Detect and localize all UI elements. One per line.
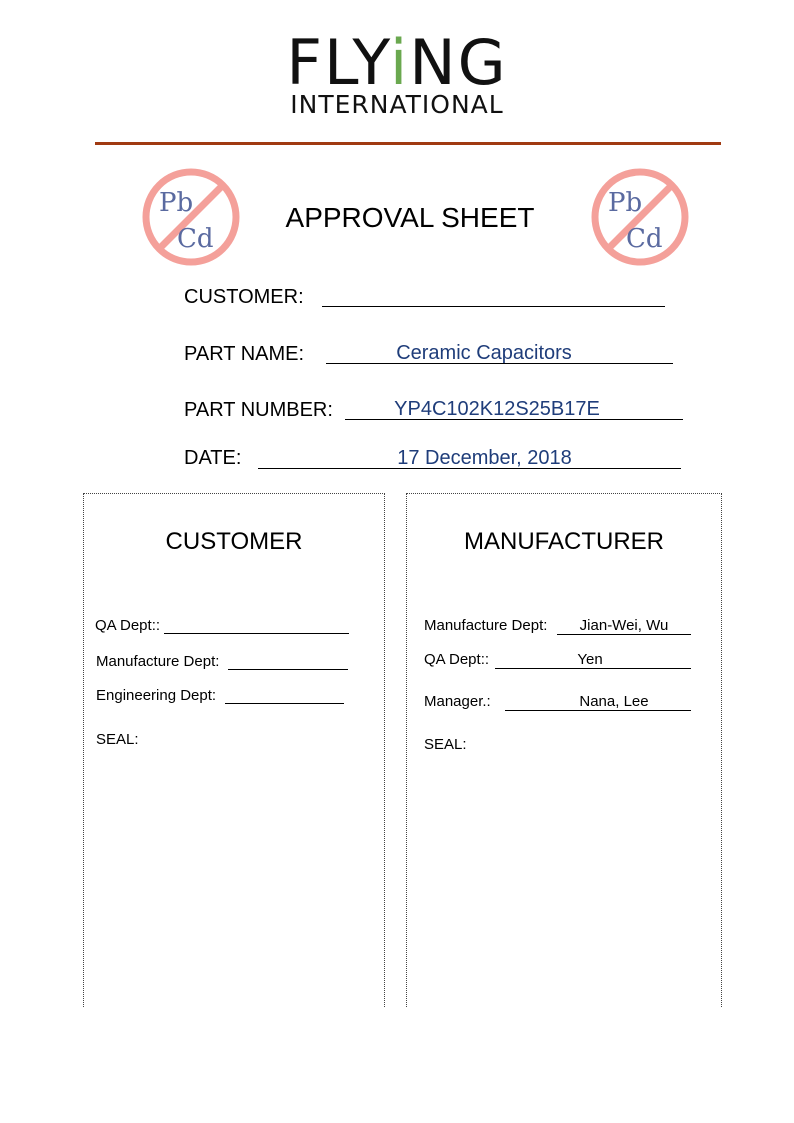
customer-qa-label: QA Dept:: — [95, 617, 161, 634]
badge-cd-text: Cd — [626, 224, 663, 254]
date-value: 17 December, 2018 — [397, 447, 572, 469]
lead-cadmium-free-icon-left — [141, 167, 241, 267]
badge-pb-text: Pb — [608, 188, 643, 218]
customer-signoff-box — [83, 493, 385, 1007]
badge-cd-text: Cd — [177, 224, 214, 254]
customer-engineering-label: Engineering Dept: — [96, 687, 217, 704]
company-logo — [0, 28, 794, 98]
customer-manufacture-label: Manufacture Dept: — [96, 653, 220, 670]
date-label: DATE: — [184, 447, 242, 469]
customer-manufacture-signature-line[interactable] — [228, 669, 348, 670]
manufacturer-qa-value: Yen — [577, 651, 603, 668]
logo-wordmark — [286, 28, 507, 98]
part-number-label: PART NUMBER: — [184, 399, 333, 421]
page-title: APPROVAL SHEET — [285, 202, 535, 233]
manufacturer-qa-label: QA Dept:: — [424, 651, 490, 668]
logo-subtitle: INTERNATIONAL — [290, 90, 504, 119]
badge-pb-text: Pb — [159, 188, 194, 218]
customer-field-label: CUSTOMER: — [184, 286, 304, 308]
part-name-label: PART NAME: — [184, 343, 305, 365]
manufacturer-manager-label: Manager.: — [424, 693, 491, 710]
customer-engineering-signature-line[interactable] — [225, 703, 344, 704]
customer-box-title: CUSTOMER — [165, 528, 303, 555]
lead-cadmium-free-icon-right — [590, 167, 690, 267]
manufacturer-seal-label: SEAL: — [424, 736, 467, 753]
part-number-value: YP4C102K12S25B17E — [394, 398, 600, 420]
logo-word-part1: FLY — [286, 26, 390, 99]
manufacturer-manager-value: Nana, Lee — [579, 693, 649, 710]
customer-seal-label: SEAL: — [96, 731, 139, 748]
logo-word-part2: NG — [409, 26, 508, 99]
manufacturer-box-title: MANUFACTURER — [463, 528, 664, 555]
manufacturer-signoff-box — [406, 493, 722, 1007]
part-name-value: Ceramic Capacitors — [396, 342, 572, 364]
logo-word-i: i — [389, 26, 410, 99]
manufacturer-manufacture-label: Manufacture Dept: — [424, 617, 548, 634]
customer-qa-signature-line[interactable] — [164, 633, 349, 634]
header-divider — [95, 142, 721, 145]
customer-field-line[interactable] — [322, 306, 665, 307]
manufacturer-manufacture-value: Jian-Wei, Wu — [579, 617, 669, 634]
